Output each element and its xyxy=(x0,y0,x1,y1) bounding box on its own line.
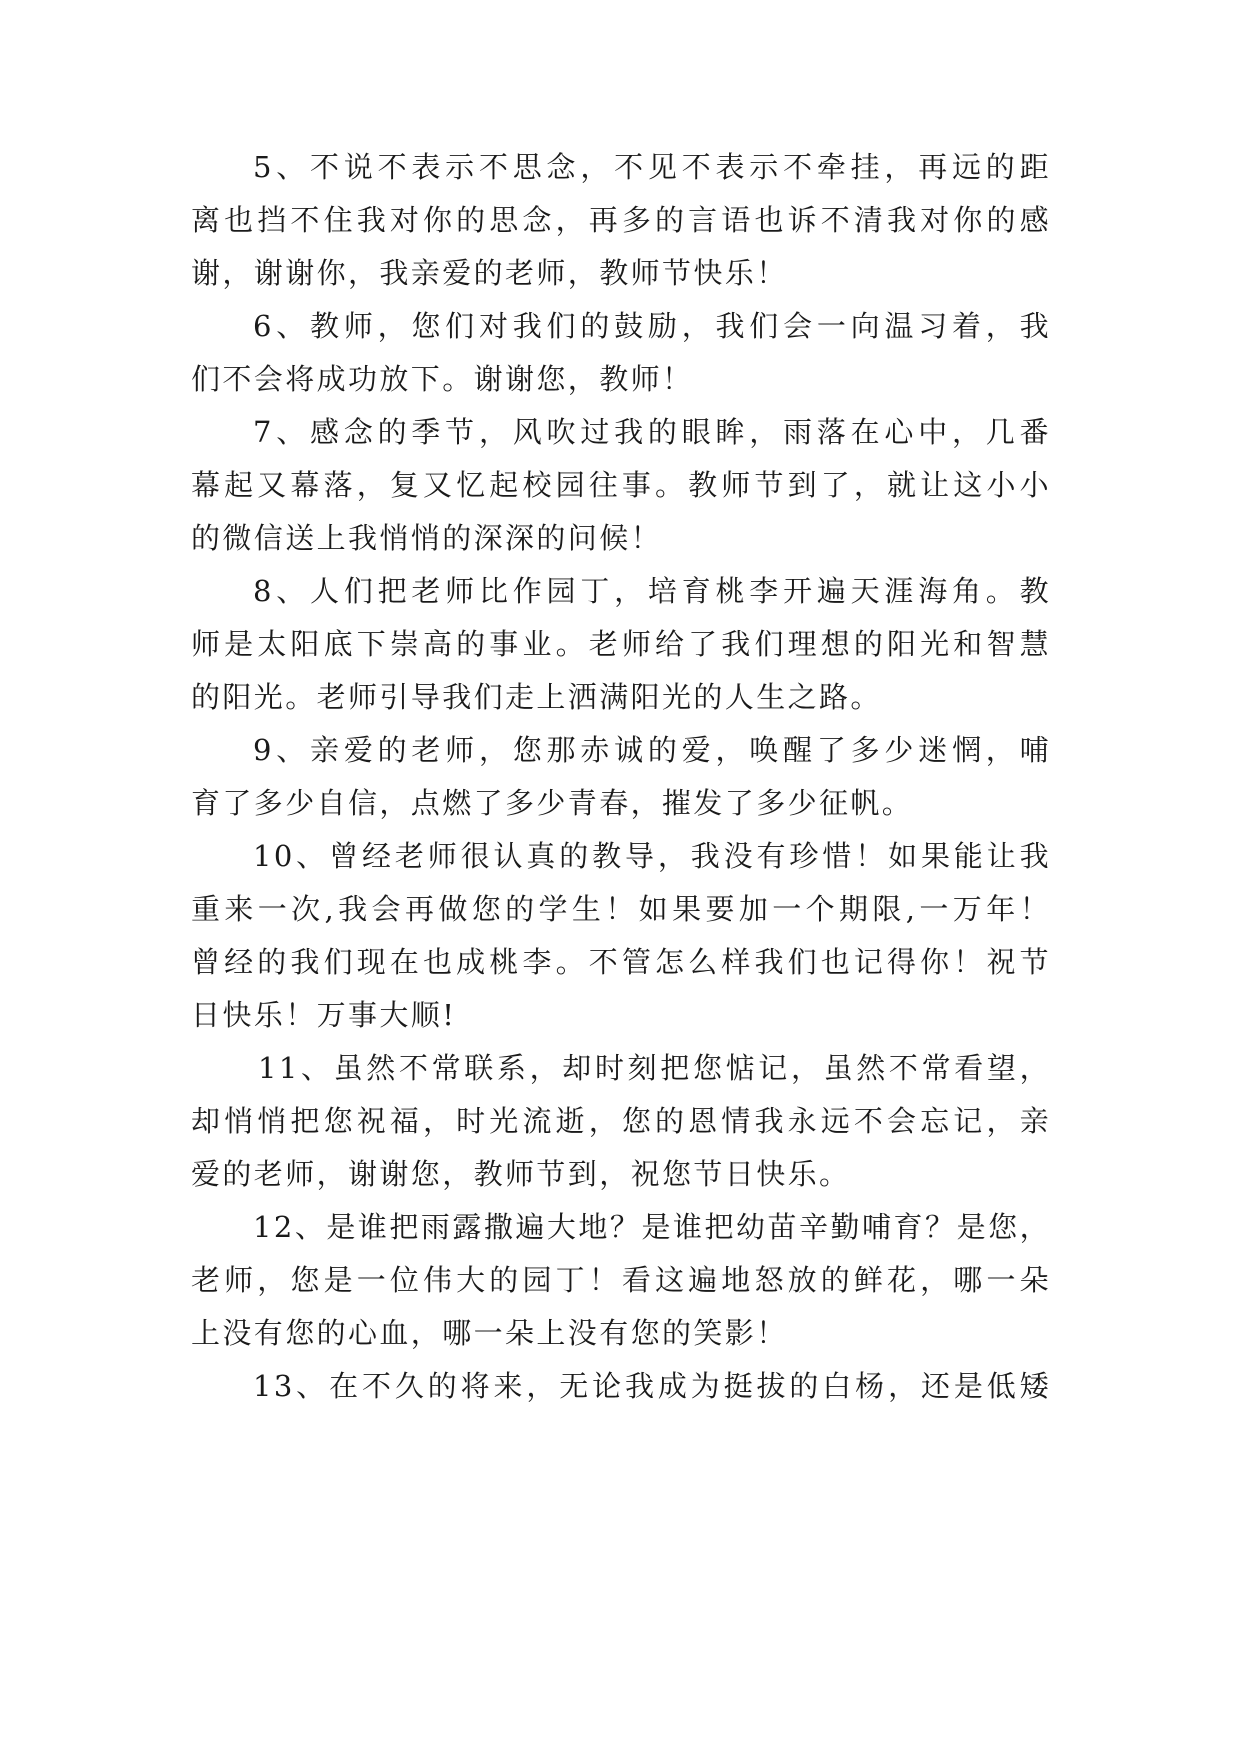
paragraph-8-line-2: 师是太阳底下崇高的事业。老师给了我们理想的阳光和智慧 xyxy=(191,627,1051,661)
paragraph-8-line-3: 的阳光。老师引导我们走上洒满阳光的人生之路。 xyxy=(191,680,882,714)
paragraph-10-line-3: 曾经的我们现在也成桃李。不管怎么样我们也记得你！祝节 xyxy=(191,945,1051,979)
paragraph-11-line-1: 11、虽然不常联系，却时刻把您惦记，虽然不常看望， xyxy=(258,1051,1051,1085)
paragraph-6-line-2: 们不会将成功放下。谢谢您，教师！ xyxy=(191,362,694,396)
paragraph-5-line-1: 5、不说不表示不思念，不见不表示不牵挂，再远的距 xyxy=(253,150,1051,184)
paragraph-10-line-1: 10、曾经老师很认真的教导，我没有珍惜！如果能让我 xyxy=(253,839,1051,873)
paragraph-8-line-1: 8、人们把老师比作园丁，培育桃李开遍天涯海角。教 xyxy=(253,574,1051,608)
paragraph-5-line-2: 离也挡不住我对你的思念，再多的言语也诉不清我对你的感 xyxy=(191,203,1051,237)
paragraph-7-line-3: 的微信送上我悄悄的深深的问候！ xyxy=(191,521,663,555)
paragraph-11-line-3: 爱的老师，谢谢您，教师节到，祝您节日快乐。 xyxy=(191,1157,851,1191)
paragraph-6-line-1: 6、教师，您们对我们的鼓励，我们会一向温习着，我 xyxy=(253,309,1051,343)
paragraph-9-line-1: 9、亲爱的老师，您那赤诚的爱，唤醒了多少迷惘，哺 xyxy=(253,733,1051,767)
paragraph-12-line-3: 上没有您的心血，哪一朵上没有您的笑影！ xyxy=(191,1316,788,1350)
paragraph-9-line-2: 育了多少自信，点燃了多少青春，摧发了多少征帆。 xyxy=(191,786,914,820)
paragraph-12-line-1: 12、是谁把雨露撒遍大地？是谁把幼苗辛勤哺育？是您， xyxy=(253,1210,1051,1244)
paragraph-12-line-2: 老师，您是一位伟大的园丁！看这遍地怒放的鲜花，哪一朵 xyxy=(191,1263,1051,1297)
paragraph-5-line-3: 谢，谢谢你，我亲爱的老师，教师节快乐！ xyxy=(191,256,788,290)
paragraph-10-line-2: 重来一次,我会再做您的学生！如果要加一个期限,一万年！ xyxy=(191,892,1051,926)
paragraph-7-line-1: 7、感念的季节，风吹过我的眼眸，雨落在心中，几番 xyxy=(253,415,1051,449)
paragraph-10-line-4: 日快乐！万事大顺! xyxy=(191,998,457,1032)
paragraph-7-line-2: 幕起又幕落，复又忆起校园往事。教师节到了，就让这小小 xyxy=(191,468,1051,502)
paragraph-11-line-2: 却悄悄把您祝福，时光流逝，您的恩情我永远不会忘记，亲 xyxy=(191,1104,1051,1138)
paragraph-13-line-1: 13、在不久的将来，无论我成为挺拔的白杨，还是低矮 xyxy=(253,1369,1051,1403)
